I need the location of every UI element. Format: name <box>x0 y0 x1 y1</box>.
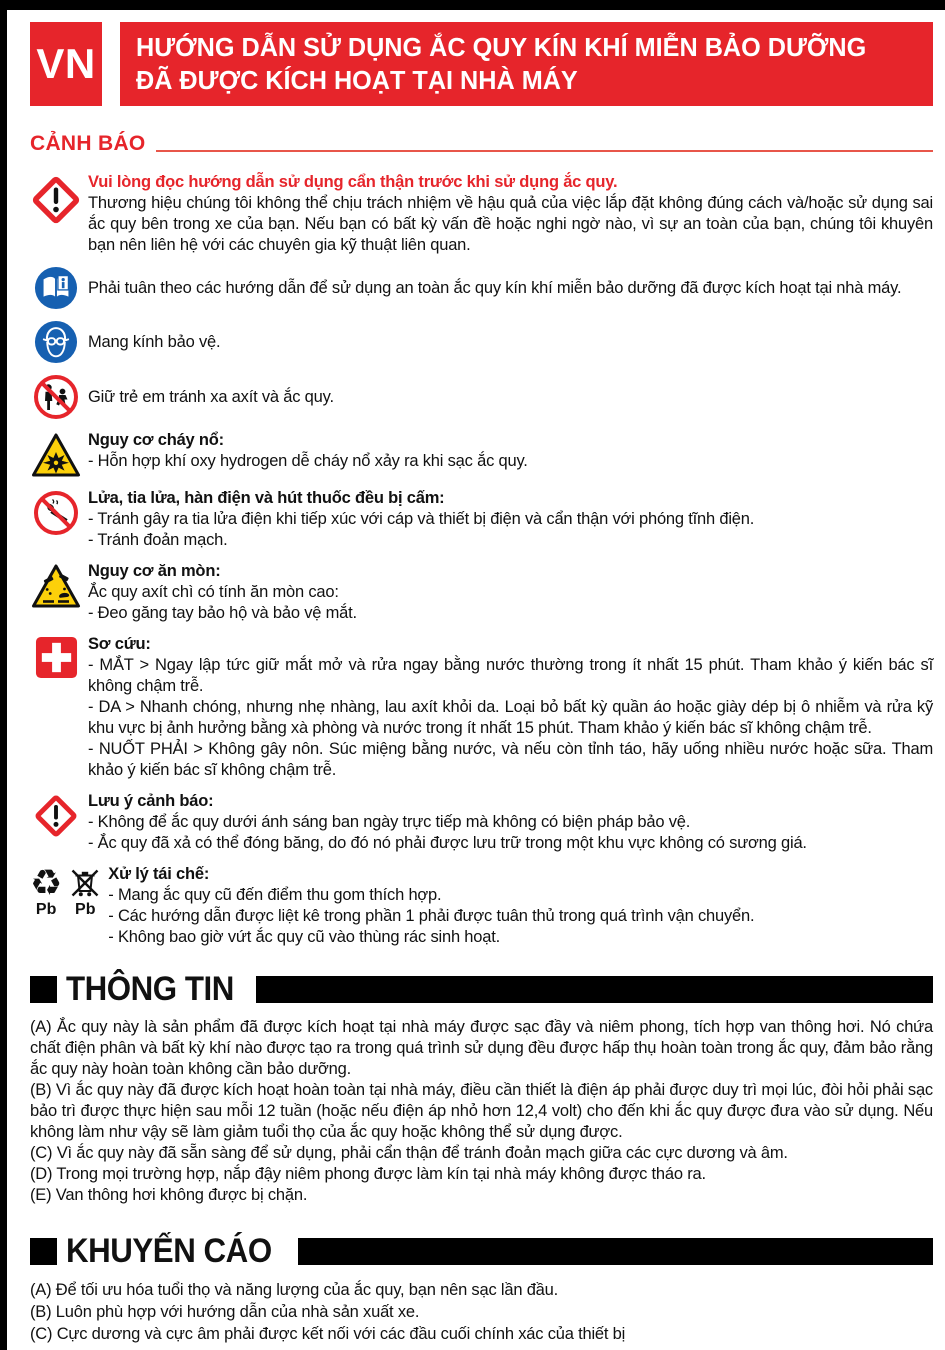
warning-item <box>30 634 933 781</box>
warning-item-line: Giữ trẻ em tránh xa axít và ắc quy. <box>88 387 334 406</box>
warning-item <box>30 791 933 854</box>
keep-children-away-icon <box>30 374 88 420</box>
warning-item-heading: Nguy cơ cháy nổ: <box>88 431 224 449</box>
warning-item-line: - Mang ắc quy cũ đến điểm thu gom thích hợp. <box>108 886 442 904</box>
warning-item <box>30 430 933 478</box>
recycle-symbol-icon: ♻ <box>30 862 63 903</box>
page-edge-top <box>0 0 945 10</box>
warning-item-text <box>88 488 933 551</box>
warning-item-line: - Hỗn hợp khí oxy hydrogen dễ cháy nổ xảy ra khi sạc ắc quy. <box>88 452 528 470</box>
warning-section-label: CẢNH BÁO <box>30 132 146 155</box>
warning-item-heading: Nguy cơ ăn mòn: <box>88 562 221 580</box>
warning-item-line: - Các hướng dẫn được liệt kê trong phần 1 phải được tuân thủ trong quá trình vận chuyển. <box>108 907 755 925</box>
warning-section-header <box>30 132 933 156</box>
warning-item-heading: Vui lòng đọc hướng dẫn sử dụng cẩn thận trước khi sử dụng ắc quy. <box>88 173 618 191</box>
info-paragraph: (D) Trong mọi trường hợp, nắp đậy niêm phong được làm kín tại nhà máy không được tháo ra. <box>30 1165 706 1183</box>
pb-label: Pb <box>35 901 57 918</box>
recycle-pb-icon <box>30 864 108 948</box>
warning-item-line: - Tránh gây ra tia lửa điện khi tiếp xúc với cáp và thiết bị điện và cẩn thận với phóng tĩnh điện. <box>88 510 755 528</box>
warning-item-line: Thương hiệu chúng tôi không thể chịu trách nhiệm về hậu quả của việc lắp đặt không đúng cách và/hoặc sử dụng sai ắc quy bên trong xe của bạn. Nếu bạn có bất kỳ vấn đề hoặc nghi ngờ nào, vì sự an toàn của bạn, chúng tôi khuyên bạn nên liên hệ với các chuyên gia kỹ thuật liên quan. <box>88 194 933 254</box>
warning-item-heading: Lưu ý cảnh báo: <box>88 792 214 810</box>
warning-item <box>30 488 933 551</box>
warning-item-line: - Không bao giờ vứt ắc quy cũ vào thùng rác sinh hoạt. <box>108 928 501 946</box>
warning-item <box>30 266 933 310</box>
advice-section-header <box>30 1232 933 1271</box>
advice-paragraph: (A) Để tối ưu hóa tuổi thọ và năng lượng của ắc quy, bạn nên sạc lần đầu. <box>30 1281 559 1299</box>
advice-paragraph: (B) Luôn phù hợp với hướng dẫn của nhà sản xuất xe. <box>30 1303 420 1321</box>
warning-item-text <box>88 172 933 256</box>
page-title-line1: HƯỚNG DẪN SỬ DỤNG ẮC QUY KÍN KHÍ MIỄN BẢO DƯỠNG <box>136 32 867 62</box>
language-badge: VN <box>30 22 102 106</box>
section-header-bar <box>298 1238 933 1265</box>
page-content <box>30 22 933 1345</box>
warning-item <box>30 864 933 948</box>
pb-label: Pb <box>75 901 96 918</box>
warning-item-text <box>88 634 933 781</box>
warning-item <box>30 172 933 256</box>
info-section-header <box>30 970 933 1009</box>
warning-item <box>30 374 933 420</box>
ghs-exclamation-small-icon <box>30 791 88 854</box>
section-header-bar <box>256 976 933 1003</box>
corrosion-hazard-icon <box>30 561 88 624</box>
warning-item-text <box>88 387 933 408</box>
no-fire-smoking-icon <box>30 488 88 551</box>
advice-paragraphs <box>30 1279 933 1345</box>
section-square-marker <box>30 976 57 1003</box>
advice-section-title: KHUYẾN CÁO <box>66 1232 272 1270</box>
warning-item <box>30 561 933 624</box>
info-section-title: THÔNG TIN <box>66 970 234 1008</box>
warning-item-line: - DA > Nhanh chóng, nhưng nhẹ nhàng, lau axít khỏi da. Loại bỏ bất kỳ quần áo hoặc giày dép bị ô nhiễm và rửa kỹ khu vực bị ảnh hưởng bằng xà phòng và nước trong ít nhất 15 phút. Tham khảo ý kiến bác sĩ không chậm trễ. <box>88 698 933 737</box>
warning-item-heading: Xử lý tái chế: <box>108 865 210 883</box>
explosion-hazard-icon <box>30 430 88 478</box>
page-title <box>120 22 933 106</box>
warning-item-line: - Không để ắc quy dưới ánh sáng ban ngày trực tiếp mà không có biện pháp bảo vệ. <box>88 813 691 831</box>
warning-item-text <box>88 430 933 478</box>
warning-item-line: Ắc quy axít chì có tính ăn mòn cao: <box>88 583 339 601</box>
warning-item-line: - Ắc quy đã xả có thể đóng băng, do đó nó phải được lưu trữ trong một khu vực không có sương giá. <box>88 834 807 852</box>
warning-item-text <box>88 561 933 624</box>
warning-item-line: Phải tuân theo các hướng dẫn để sử dụng an toàn ắc quy kín khí miễn bảo dưỡng đã được kích hoạt tại nhà máy. <box>88 278 902 297</box>
warning-item-line: - NUỐT PHẢI > Không gây nôn. Súc miệng bằng nước, và nếu còn tỉnh táo, hãy uống nhiều nước hoặc sữa. Tham khảo ý kiến bác sĩ không chậm trễ. <box>88 740 933 779</box>
warning-item-text <box>88 278 933 299</box>
warning-list <box>30 172 933 948</box>
warning-item-text <box>88 791 933 854</box>
info-paragraph: (A) Ắc quy này là sản phẩm đã được kích hoạt tại nhà máy được sạc đầy và niêm phong, tích hợp van thông hơi. Nó chứa chất điện phân và bất kỳ khí nào được tạo ra trong quá trình sử dụng đều được hấp thụ hoàn toàn trong ắc quy, đảm bảo rằng ắc quy này hoàn toàn không cần bảo dưỡng. <box>30 1018 933 1078</box>
warning-item-text <box>88 332 933 353</box>
ghs-exclamation-icon <box>30 172 88 256</box>
warning-item-heading: Lửa, tia lửa, hàn điện và hút thuốc đều bị cấm: <box>88 489 445 507</box>
warning-section-rule <box>156 150 933 152</box>
info-paragraphs <box>30 1017 933 1206</box>
warning-item-heading: Sơ cứu: <box>88 635 151 653</box>
page-title-line2: ĐÃ ĐƯỢC KÍCH HOẠT TẠI NHÀ MÁY <box>136 65 578 95</box>
warning-item <box>30 320 933 364</box>
warning-item-line: - Tránh đoản mạch. <box>88 531 228 549</box>
warning-item-line: - MẮT > Ngay lập tức giữ mắt mở và rửa ngay bằng nước thường trong ít nhất 15 phút. Tham khảo ý kiến bác sĩ không chậm trễ. <box>88 656 933 695</box>
header <box>30 22 933 106</box>
advice-paragraph: (C) Cực dương và cực âm phải được kết nối với các đầu cuối chính xác của thiết bị <box>30 1325 626 1343</box>
crossed-out-bin-icon <box>68 866 102 900</box>
warning-item-text <box>108 864 933 948</box>
warning-item-line: Mang kính bảo vệ. <box>88 332 221 351</box>
read-manual-icon <box>30 266 88 310</box>
page-edge-left <box>0 0 7 1350</box>
info-paragraph: (C) Vì ắc quy này đã sẵn sàng để sử dụng, phải cẩn thận để tránh đoản mạch giữa các cực dương và âm. <box>30 1144 788 1162</box>
eye-protection-icon <box>30 320 88 364</box>
info-paragraph: (B) Vì ắc quy này đã được kích hoạt hoàn toàn tại nhà máy, điều cần thiết là điện áp phải được duy trì mọi lúc, đòi hỏi phải sạc bảo trì được thực hiện sau mỗi 12 tuần (hoặc nếu điện áp nhỏ hơn 12,4 volt) cho đến khi ắc quy được đưa vào sử dụng. Nếu không làm như vậy sẽ làm giảm tuổi thọ của ắc quy hoặc không thể sử dụng được. <box>30 1081 933 1141</box>
info-paragraph: (E) Van thông hơi không được bị chặn. <box>30 1186 308 1204</box>
first-aid-icon <box>30 634 88 781</box>
warning-item-line: - Đeo găng tay bảo hộ và bảo vệ mắt. <box>88 604 357 622</box>
section-square-marker <box>30 1238 57 1265</box>
